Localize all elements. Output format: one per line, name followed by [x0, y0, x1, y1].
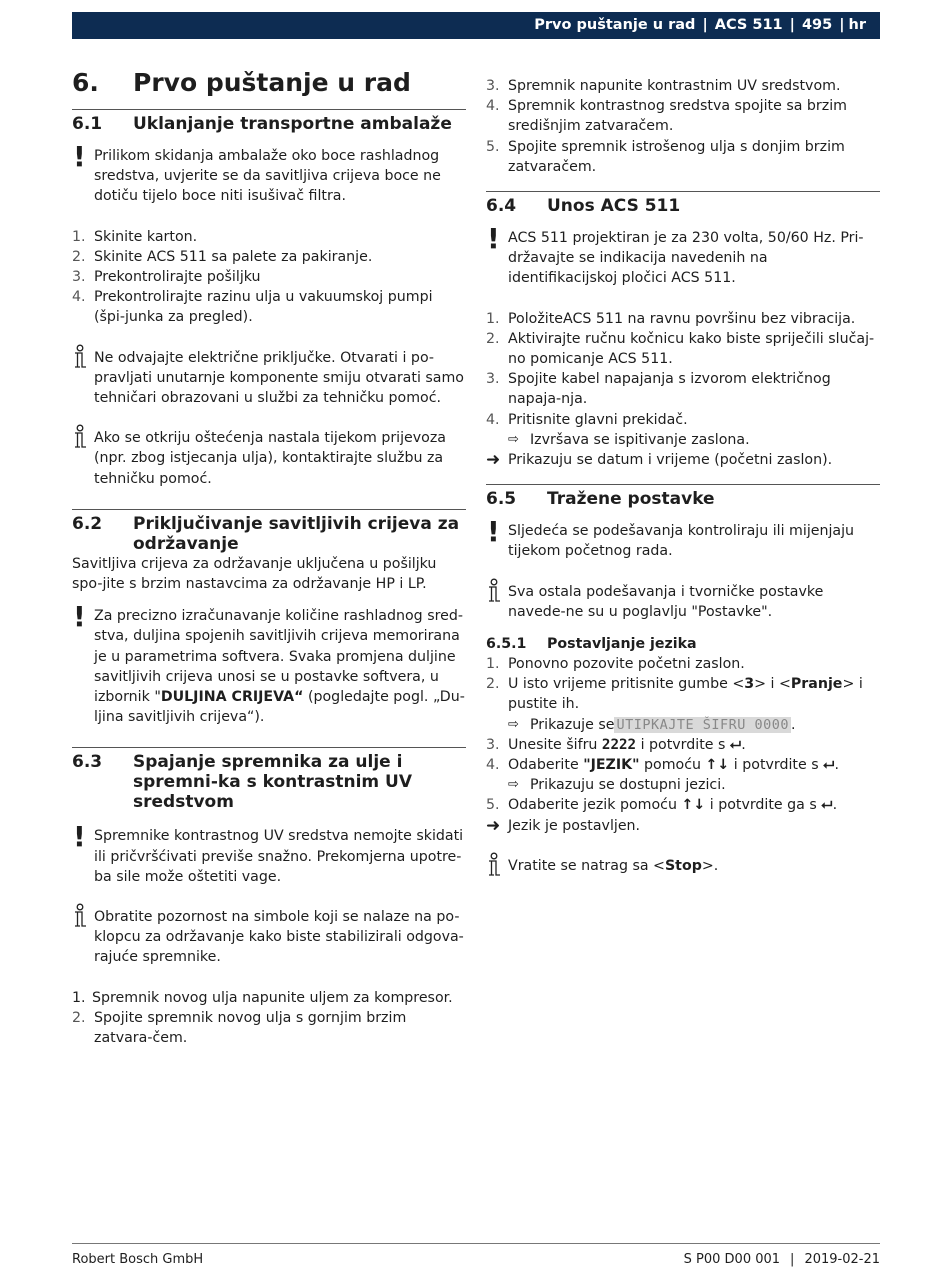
info-icon	[486, 852, 504, 878]
up-down-arrow-icon: ↑↓	[705, 757, 730, 774]
list-item: 1. PoložiteACS 511 na ravnu površinu bez vibracija.	[486, 310, 856, 327]
list-item: 2. Spojite spremnik novog ulja s gornjim brzim zatvara-čem.	[72, 1009, 407, 1047]
steps-6-3-part1	[72, 988, 466, 1049]
list-item: 1. Spremnik novog ulja napunite uljem za kompresor.	[72, 989, 453, 1006]
intermediate-result: ⇨ Prikazuju se dostupni jezici.	[486, 775, 880, 795]
result-arrow-icon: ➜	[486, 815, 501, 836]
list-item: 4. Odaberite "JEZIK" pomoću ↑↓ i potvrdite s ⮠.	[486, 757, 840, 774]
up-down-arrow-icon: ↑↓	[681, 797, 706, 814]
warning-icon: !	[487, 222, 500, 256]
enter-key-icon: ⮠	[821, 797, 833, 814]
chapter-title: 6. Prvo puštanje u rad	[72, 68, 411, 97]
list-item: 1. Ponovno pozovite početni zaslon.	[486, 656, 745, 673]
warning-note: ! Za precizno izračunavanje količine rashladnog sred-stva, duljina spojenih savitljivih crijeva memorirana je u parametrima softvera. Svaka promjena duljine savitljivih crijeva unosi se u postavke softvera, u izbornik "DULJINA CRIJEVA“ (pogledajte pogl. „Du-ljina savitljivih crijeva“).	[73, 600, 465, 726]
section-6-5-heading: 6.5 Tražene postavke	[486, 484, 880, 509]
info-note: Vratite se natrag sa <Stop>.	[486, 856, 880, 876]
warning-icon: !	[73, 140, 86, 173]
list-item: 4. Spremnik kontrastnog sredstva spojite sa brzim središnjim zatvaračem.	[486, 98, 847, 135]
hollow-arrow-icon: ⇨	[508, 431, 519, 447]
info-icon	[72, 344, 90, 370]
warning-note: ! Spremnike kontrastnog UV sredstva nemojte skidati ili pričvršćivati previše snažno. Prekomjerna upotre-ba sile može oštetiti vage.	[73, 820, 464, 885]
list-item: 4. Pritisnite glavni prekidač.	[486, 411, 688, 428]
footer-company: Robert Bosch GmbH	[72, 1252, 204, 1267]
header-product: ACS 511	[714, 17, 783, 33]
list-item: 5. Spojite spremnik istrošenog ulja s donjim brzim zatvaračem.	[486, 138, 845, 175]
list-item: 4. Prekontrolirajte razinu ulja u vakuumskoj pumpi (špi-junka za pregled).	[72, 289, 433, 326]
hollow-arrow-icon: ⇨	[508, 716, 519, 732]
warning-note: ! Prilikom skidanja ambalaže oko boce rashladnog sredstva, uvjerite se da savitljiva crijeva boce ne dotiču tijelo boce niti isušivač filtra.	[73, 140, 441, 205]
info-note: Ne odvajajte električne priključke. Otvarati i po-pravljati unutarnje komponente smiju otvarati samo tehničari obrazovani u službi za tehničku pomoć.	[72, 348, 466, 409]
display-readout: UTIPKAJTE ŠIFRU 0000	[616, 716, 790, 733]
info-icon	[72, 424, 90, 450]
footer-docnum: S P00 D00 001	[683, 1252, 781, 1267]
section-6-2-text: Savitljiva crijeva za održavanje uključena u pošiljku spo-jite s brzim nastavcima za održavanje HP i LP.	[72, 555, 437, 593]
warning-note: ! ACS 511 projektiran je za 230 volta, 50/60 Hz. Pri-državajte se indikacija navedenih na identifikacijskoj pločici ACS 511.	[487, 222, 864, 287]
left-column	[72, 62, 466, 1048]
intermediate-result: ⇨ Izvršava se ispitivanje zaslona.	[486, 430, 880, 450]
list-item: 3. Spremnik napunite kontrastnim UV sredstvom.	[486, 78, 841, 94]
enter-key-icon: ⮠	[729, 736, 742, 753]
intermediate-result: ⇨ Prikazuje se UTIPKAJTE ŠIFRU 0000 .	[486, 715, 880, 735]
info-note: Obratite pozornost na simbole koji se nalaze na po-klopcu za održavanje kako biste stabilizirali odgova-rajuće spremnike.	[72, 907, 466, 968]
enter-key-icon: ⮠	[823, 757, 835, 774]
final-result: ➜ Prikazuju se datum i vrijeme (početni zaslon).	[486, 450, 833, 471]
section-6-4-heading: 6.4 Unos ACS 511	[486, 191, 880, 216]
list-item: 2. Skinite ACS 511 sa palete za pakiranje.	[72, 248, 373, 265]
steps-6-3-part2	[486, 76, 880, 177]
header-section: Prvo puštanje u rad	[534, 17, 696, 33]
right-column	[486, 76, 880, 896]
info-note: Sva ostala podešavanja i tvorničke postavke navede-ne su u poglavlju "Postavke".	[486, 582, 880, 622]
header-page: 495	[801, 17, 833, 33]
list-item: 5. Odaberite jezik pomoću ↑↓ i potvrdite ga s ⮠.	[486, 797, 838, 814]
list-item: 2. U isto vrijeme pritisnite gumbe <3> i <Pranje> i pustite ih.	[486, 676, 863, 713]
result-arrow-icon: ➜	[486, 450, 501, 471]
header-lang: hr	[848, 17, 866, 33]
steps-6-4	[486, 309, 880, 430]
info-note: Ako se otkriju oštećenja nastala tijekom prijevoza (npr. zbog istjecanja ulja), kontaktirajte službu za tehničku pomoć.	[72, 428, 466, 489]
section-6-3-heading: 6.3 Spajanje spremnika za ulje i spremni-ka s kontrastnim UV sredstvom	[72, 747, 466, 812]
footer-date: 2019-02-21	[804, 1252, 880, 1267]
page-footer: Robert Bosch GmbH S P00 D00 001 | 2019-02-21	[72, 1243, 880, 1267]
section-6-2-heading: 6.2 Priključivanje savitljivih crijeva za održavanje	[72, 509, 466, 554]
warning-icon: !	[73, 820, 86, 854]
hollow-arrow-icon: ⇨	[508, 777, 519, 793]
section-6-1-heading: 6.1 Uklanjanje transportne ambalaže	[72, 109, 466, 134]
steps-6-5-1	[486, 654, 880, 715]
list-item: 3. Unesite šifru 2222 i potvrdite s ⮠.	[486, 736, 746, 753]
warning-icon: !	[487, 515, 500, 549]
list-item: 1. Skinite karton.	[72, 228, 198, 245]
section-6-5-1-heading: 6.5.1 Postavljanje jezika	[486, 636, 697, 653]
final-result: ➜ Jezik je postavljen.	[486, 815, 641, 836]
info-icon	[72, 903, 90, 929]
steps-6-1	[72, 227, 466, 328]
warning-icon: !	[73, 600, 86, 634]
info-icon	[486, 578, 504, 604]
warning-note: ! Sljedeća se podešavanja kontroliraju ili mijenjaju tijekom početnog rada.	[487, 515, 855, 560]
list-item: 2. Aktivirajte ručnu kočnicu kako biste spriječili slučaj-no pomicanje ACS 511.	[486, 330, 875, 368]
list-item: 3. Spojite kabel napajanja s izvorom električnog napaja-nja.	[486, 371, 831, 408]
list-item: 3. Prekontrolirajte pošiljku	[72, 269, 261, 286]
page-header: Prvo puštanje u rad | ACS 511 | 495 | hr	[72, 12, 880, 39]
